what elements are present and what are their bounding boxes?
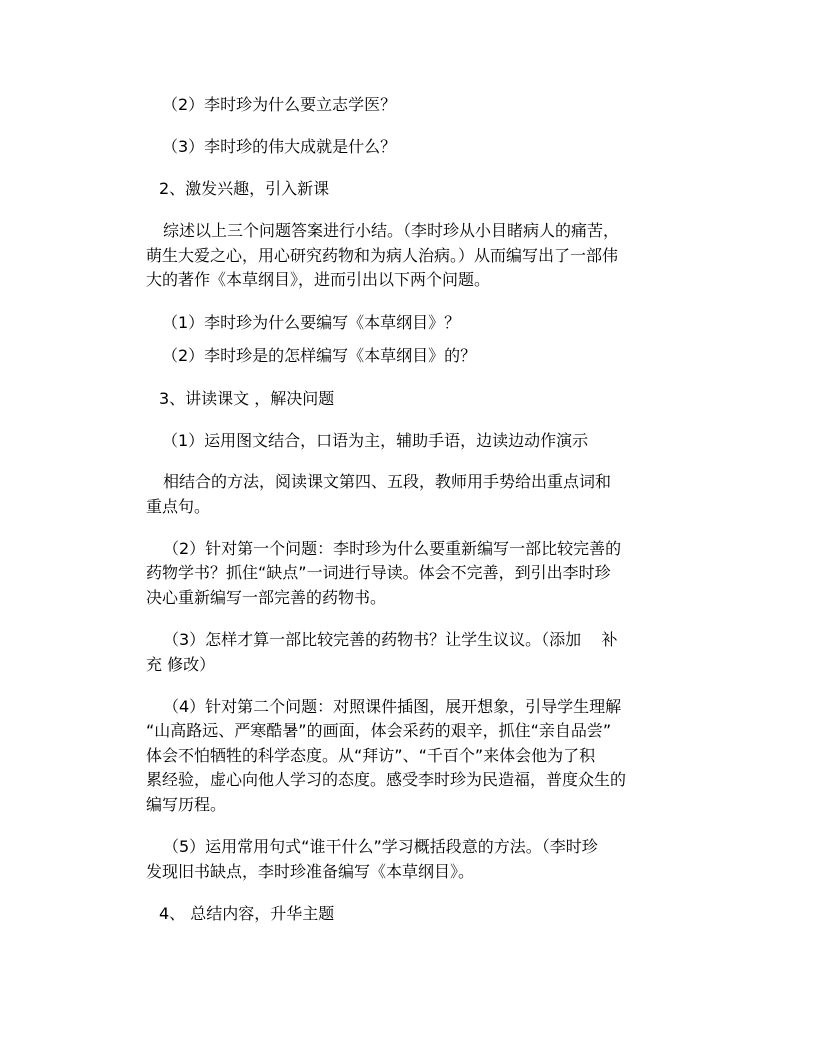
text-line: 累经验，虚心向他人学习的态度。感受李时珍为民造福，普度众生的 bbox=[146, 770, 627, 789]
text-line: 药物学书？抓住“缺点”一词进行导读。体会不完善，到引出李时珍 bbox=[146, 563, 611, 582]
text-line: 相结合的方法，阅读课文第四、五段，教师用手势给出重点词和 bbox=[163, 472, 612, 491]
text-line: （2）针对第一个问题：李时珍为什么要重新编写一部比较完善的 bbox=[163, 539, 622, 558]
text-line: （3）李时珍的伟大成就是什么？ bbox=[162, 137, 397, 156]
text-line: （4）针对第二个问题：对照课件插图，展开想象，引导学生理解 bbox=[163, 697, 622, 716]
text-line: 发现旧书缺点，李时珍准备编写《本草纲目》。 bbox=[146, 862, 475, 881]
text-line: 决心重新编写一部完善的药物书。 bbox=[146, 588, 387, 607]
section-heading: 2、激发兴趣，引入新课 bbox=[159, 179, 330, 198]
text-line: 充 修改） bbox=[146, 655, 216, 674]
text-line: （2）李时珍是的怎样编写《本草纲目》的？ bbox=[162, 346, 477, 365]
section-heading: 4、 总结内容，升华主题 bbox=[159, 904, 335, 923]
text-line: （3）怎样才算一部比较完善的药物书？让学生议议。（添加 补 bbox=[163, 630, 618, 649]
text-line: 编写历程。 bbox=[146, 795, 227, 814]
text-line: “山高路远、严寒酷暑”的画面，体会采药的艰辛，抓住“亲自品尝” bbox=[146, 721, 612, 740]
text-line: 大的著作《本草纲目》，进而引出以下两个问题。 bbox=[146, 270, 491, 289]
text-line: （1）运用图文结合，口语为主，辅助手语，边读边动作演示 bbox=[162, 431, 589, 450]
text-line: 综述以上三个问题答案进行小结。（李时珍从小目睹病人的痛苦， bbox=[163, 221, 620, 240]
section-heading: 3、讲读课文 ，解决问题 bbox=[159, 389, 335, 408]
text-line: （2）李时珍为什么要立志学医？ bbox=[162, 95, 397, 114]
text-line: 体会不怕牺牲的科学态度。从“拜访”、“千百个”来体会他为了积 bbox=[146, 746, 596, 765]
text-line: （1）李时珍为什么要编写《本草纲目》？ bbox=[162, 313, 461, 332]
text-line: 萌生大爱之心，用心研究药物和为病人治病。）从而编写出了一部伟 bbox=[146, 246, 619, 265]
text-line: （5）运用常用句式“谁干什么”学习概括段意的方法。（李时珍 bbox=[163, 837, 598, 856]
text-line: 重点句。 bbox=[146, 497, 211, 516]
